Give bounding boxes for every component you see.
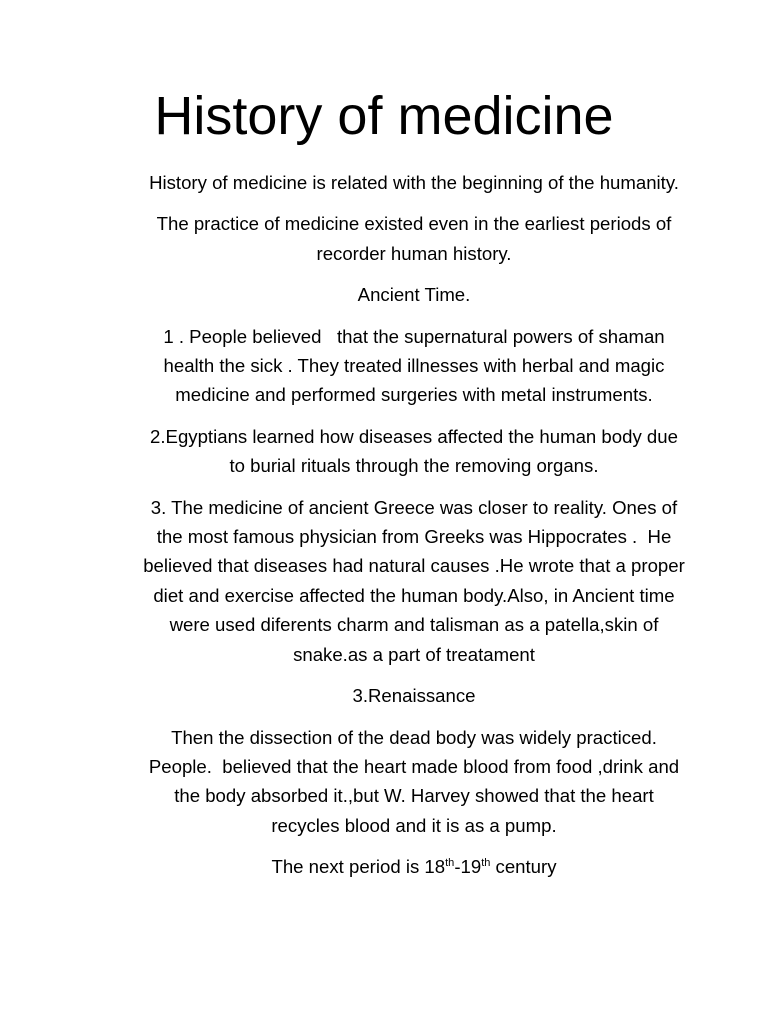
- renaissance-heading: [96, 681, 732, 710]
- point-2-paragraph: [96, 422, 732, 481]
- text-line: 2.Egyptians learned how diseases affected the human body due: [150, 425, 678, 447]
- renaissance-paragraph: [96, 723, 732, 841]
- text-line: 3.Renaissance: [352, 685, 476, 707]
- text-line: recorder human history.: [316, 242, 512, 264]
- text-line: recycles blood and it is as a pump.: [271, 814, 557, 836]
- ordinal-suffix: th: [445, 857, 455, 870]
- document-body: [96, 168, 732, 894]
- point-3-paragraph: [96, 493, 732, 669]
- text-line: Then the dissection of the dead body was widely practiced.: [171, 726, 657, 748]
- ordinal-suffix: th: [481, 857, 491, 870]
- text-line: People. believed that the heart made blood from food ,drink and: [148, 755, 680, 777]
- text-line: 1 . People believed that the supernatural powers of shaman: [163, 325, 665, 347]
- practice-paragraph: [96, 209, 732, 268]
- ancient-time-heading: [96, 280, 732, 309]
- text-line: to burial rituals through the removing organs.: [229, 455, 599, 477]
- point-1-paragraph: [96, 322, 732, 410]
- text-line: diet and exercise affected the human body.Also, in Ancient time: [153, 584, 675, 606]
- text-line: the most famous physician from Greeks was Hippocrates . He: [156, 526, 672, 548]
- text-line: medicine and performed surgeries with metal instruments.: [175, 384, 653, 406]
- text-line: History of medicine is related with the beginning of the humanity.: [149, 172, 679, 193]
- text-line: believed that diseases had natural causes .He wrote that a proper: [143, 555, 685, 577]
- text-line: Ancient Time.: [357, 284, 471, 306]
- next-period-suffix: century: [490, 856, 557, 878]
- text-line: were used diferents charm and talisman as a patella,skin of: [169, 614, 659, 636]
- text-line: the body absorbed it.,but W. Harvey showed that the heart: [174, 785, 654, 807]
- text-line: [96, 852, 732, 881]
- text-line: 3. The medicine of ancient Greece was closer to reality. Ones of: [150, 496, 678, 518]
- next-period-paragraph: [96, 852, 732, 881]
- text-line: health the sick . They treated illnesses with herbal and magic: [163, 355, 665, 377]
- next-period-prefix: The next period is 18: [271, 856, 446, 878]
- next-period-middle: -19: [454, 856, 482, 878]
- text-line: The practice of medicine existed even in the earliest periods of: [156, 213, 672, 235]
- intro-paragraph: [96, 168, 732, 197]
- page-title: History of medicine: [154, 86, 614, 146]
- text-line: snake.as a part of treatament: [293, 643, 535, 665]
